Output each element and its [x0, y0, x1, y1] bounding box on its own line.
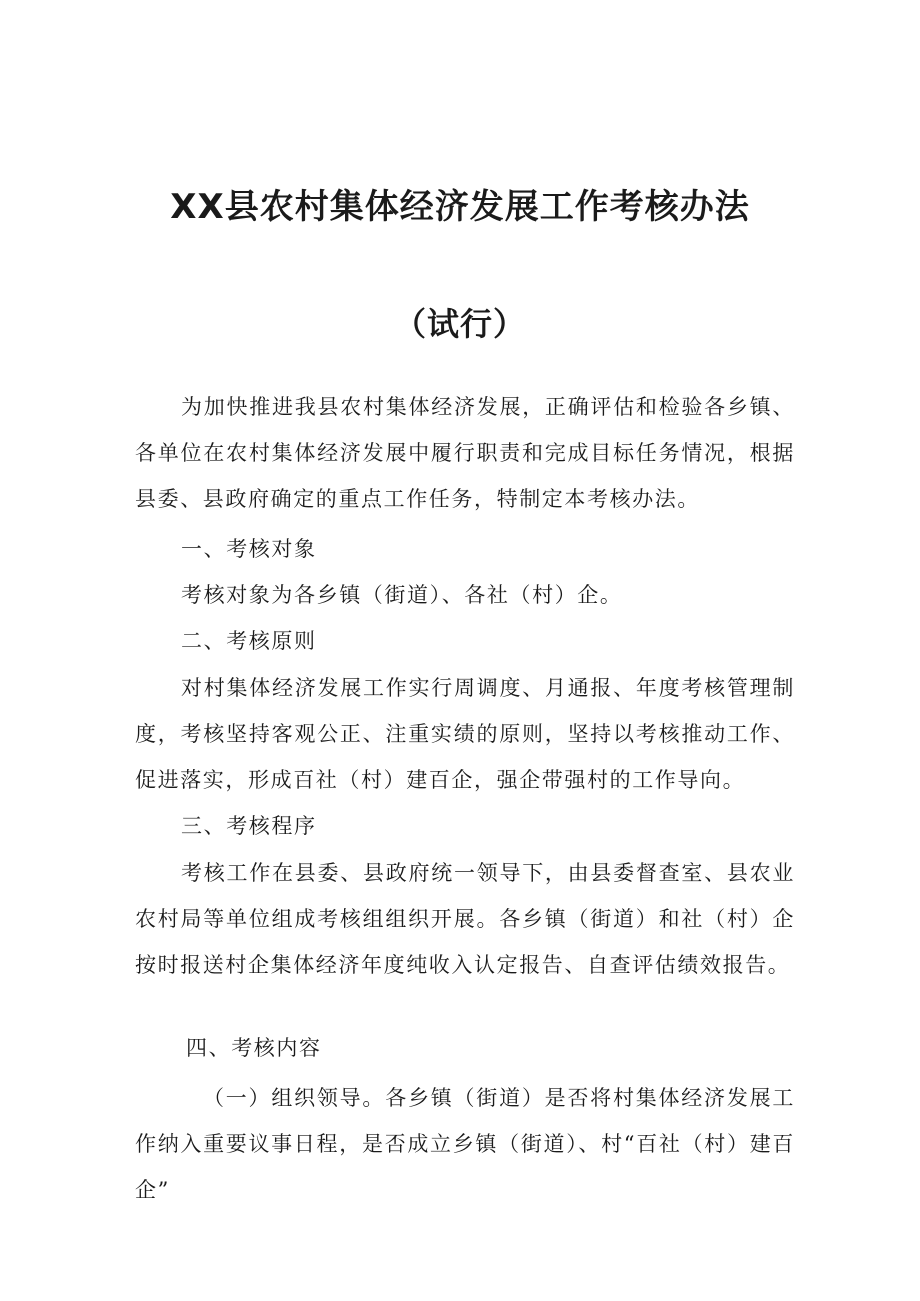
section-body-3: 考核工作在县委、县政府统一领导下，由县委督查室、县农业农村局等单位组成考核组组织开展。各乡镇（街道）和社（村）企按时报送村企集体经济年度纯收入认定报告、自查评估绩效报告。	[135, 861, 795, 977]
section-heading-4: 四、考核内容	[186, 1036, 322, 1060]
section-heading-3: 三、考核程序	[181, 814, 317, 838]
document-subtitle: （试行）	[393, 305, 526, 343]
section-heading-2: 二、考核原则	[181, 629, 317, 653]
section-body-2: 对村集体经济发展工作实行周调度、月通报、年度考核管理制度，考核坚持客观公正、注重实绩的原则，坚持以考核推动工作、促进落实，形成百社（村）建百企，强企带强村的工作导向。	[135, 676, 795, 792]
intro-paragraph: 为加快推进我县农村集体经济发展，正确评估和检验各乡镇、各单位在农村集体经济发展中履行职责和完成目标任务情况，根据县委、县政府确定的重点工作任务，特制定本考核办法。	[135, 395, 795, 511]
section-heading-1: 一、考核对象	[181, 537, 317, 561]
section-item-4-1: （一）组织领导。各乡镇（街道）是否将村集体经济发展工作纳入重要议事日程，是否成立乡镇（街道）、村“百社（村）建百企”	[135, 1086, 795, 1202]
section-body-1: 考核对象为各乡镇（街道）、各社（村）企。	[181, 583, 623, 607]
document-title: XX县农村集体经济发展工作考核办法	[170, 187, 750, 227]
